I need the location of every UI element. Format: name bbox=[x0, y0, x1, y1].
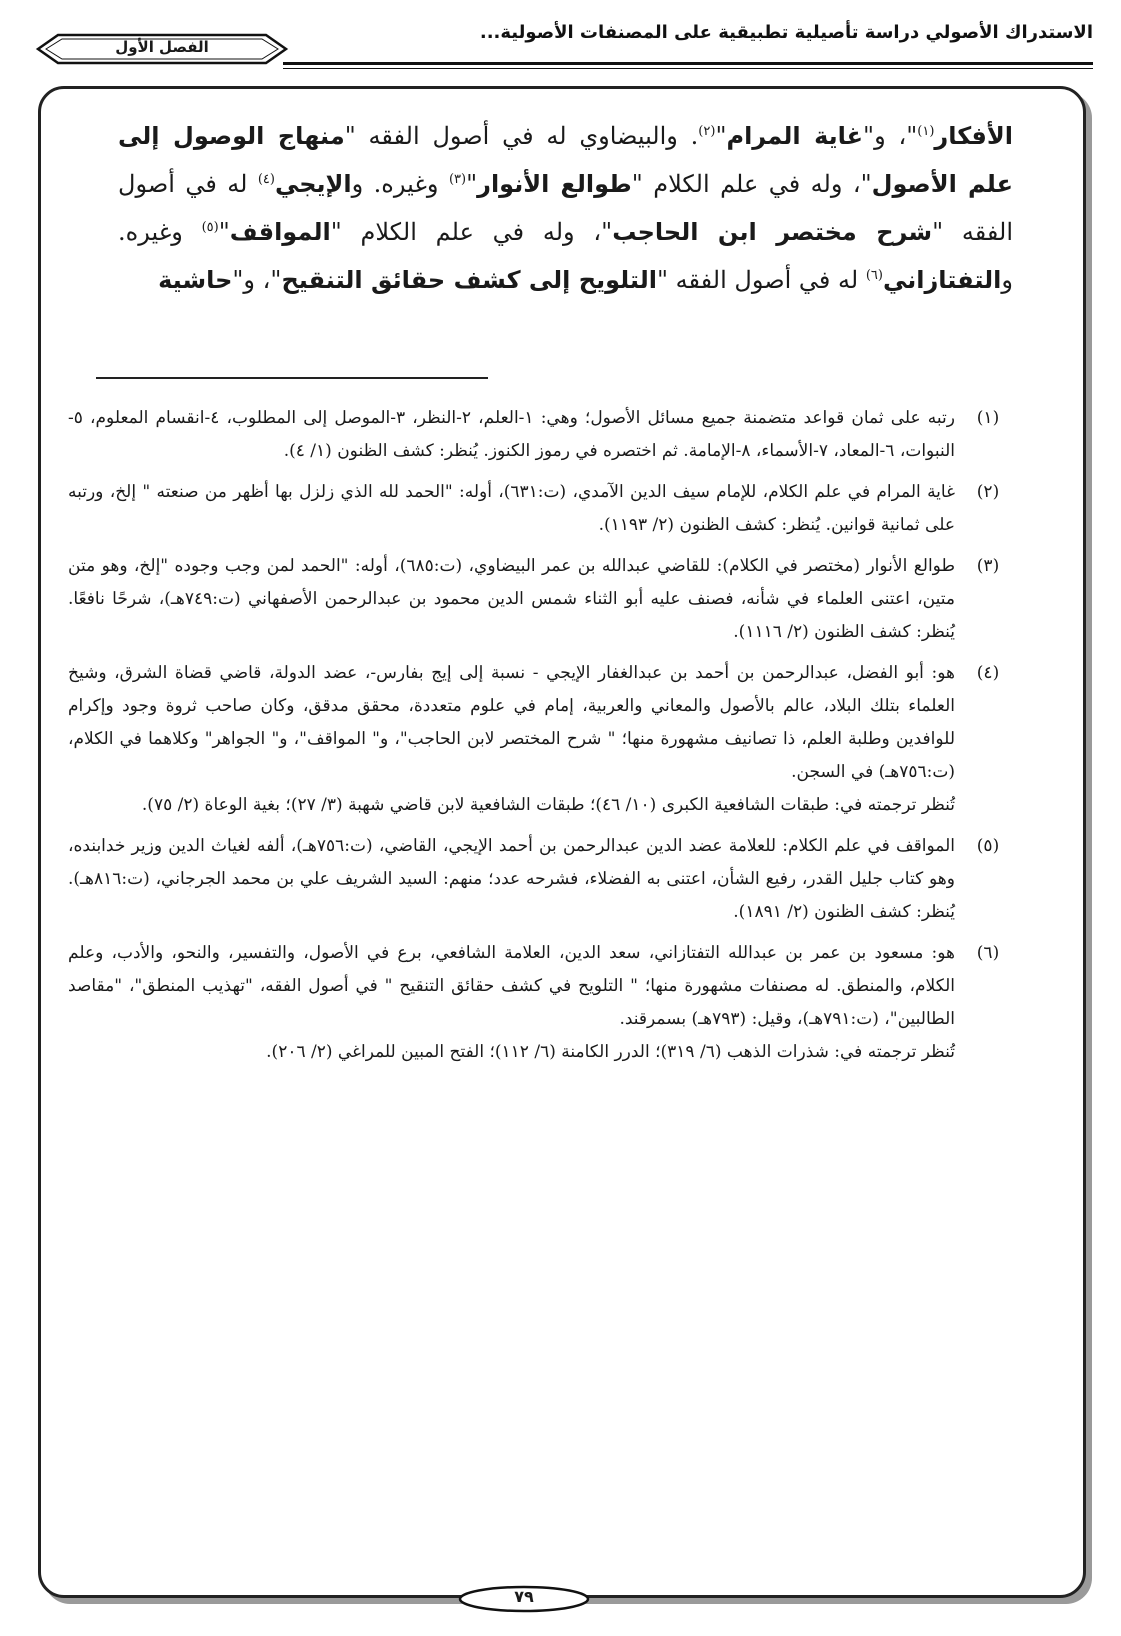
text-run: وغيره. و bbox=[351, 170, 449, 198]
footnote bbox=[68, 402, 1013, 468]
text-run: له في أصول الفقه " bbox=[656, 266, 866, 294]
footnote-number: (٣) bbox=[976, 556, 1000, 576]
text-run: "، وله في علم الكلام " bbox=[330, 218, 613, 246]
bold-term: حاشية bbox=[158, 266, 233, 294]
footnote-text: رتبه على ثمان قواعد متضمنة جميع مسائل الأصول؛ وهي: ١-العلم، ٢-النظر، ٣-الموصل إلى المطلوب، ٤-انقسام المعلوم، ٥-النبوات، ٦-المعاد، ٧-الأسماء، ٨-الإمامة. ثم اختصره في رموز الكنوز. يُنظر: كشف الظنون (١/ ٤). bbox=[68, 408, 955, 461]
page-number: ٧٩ bbox=[514, 1587, 534, 1606]
footnote bbox=[68, 937, 1013, 1069]
footnote-text: تُنظر ترجمته في: شذرات الذهب (٦/ ٣١٩)؛ الدرر الكامنة (٦/ ١١٢)؛ الفتح المبين للمراغي (٢/ ٢٠٦). bbox=[266, 1042, 955, 1062]
footnote-text: تُنظر ترجمته في: طبقات الشافعية الكبرى (١٠/ ٤٦)؛ طبقات الشافعية لابن قاضي شهبة (٣/ ٢٧)؛ بغية الوعاة (٢/ ٧٥). bbox=[141, 795, 955, 815]
footnote-ref: (٥) bbox=[201, 220, 219, 235]
footnote-ref: (٣) bbox=[448, 172, 467, 187]
footnotes bbox=[68, 402, 1013, 1077]
main-text bbox=[118, 110, 1013, 302]
page-header bbox=[28, 18, 1093, 76]
footnote-text: طوالع الأنوار (مختصر في الكلام): للقاضي عبدالله بن عمر البيضاوي، (ت:٦٨٥)، أوله: "الحمد لمن وجب وجوده "إلخ، وهو متن متين، اعتنى العلماء في شأنه، فصنف عليه أبو الثناء شمس الدين محمود بن عبدالرحمن الأصفهاني (ت:٧٤٩هـ)، شرحًا نافعًا. يُنظر: كشف الظنون (٢/ ١١١٦). bbox=[68, 556, 955, 642]
text-run: " bbox=[218, 218, 230, 246]
footnote-ref: (٢) bbox=[698, 124, 716, 139]
page-number-badge bbox=[454, 1584, 594, 1614]
bold-term: الإيجي bbox=[274, 170, 352, 198]
bold-term: المواقف bbox=[229, 218, 331, 246]
bold-term: الأفكار bbox=[934, 122, 1013, 150]
running-title: الاستدراك الأصولي دراسة تأصيلية تطبيقية على المصنفات الأصولية... bbox=[479, 22, 1093, 43]
bold-term: التفتازاني bbox=[882, 266, 1002, 294]
footnote-text: غاية المرام في علم الكلام، للإمام سيف الدين الآمدي، (ت:٦٣١)، أوله: "الحمد لله الذي زلزل بها أظهر من صنعته " إلخ، ورتبه على ثمانية قوانين. يُنظر: كشف الظنون (٢/ ١١٩٣). bbox=[68, 482, 955, 535]
footnote bbox=[68, 830, 1013, 929]
footnote-number: (٢) bbox=[976, 482, 1000, 502]
footnote bbox=[68, 550, 1013, 649]
footnote-number: (٦) bbox=[976, 943, 1000, 963]
text-run: . والبيضاوي له في أصول الفقه " bbox=[344, 122, 699, 150]
bold-term: طوالع الأنوار bbox=[477, 170, 632, 198]
bold-term: منهاج الوصول إلى علم الأصول bbox=[118, 122, 1013, 198]
footnote-number: (٤) bbox=[976, 663, 1000, 683]
footnote-ref: (٦) bbox=[865, 268, 883, 283]
footnote bbox=[68, 657, 1013, 822]
footnote-text: هو: أبو الفضل، عبدالرحمن بن أحمد بن عبدالغفار الإيجي - نسبة إلى إيج بفارس-، عضد الدولة، قاضي قضاة الشرق، وشيخ العلماء بتلك البلاد، عالم بالأصول والمعاني والعربية، إمام في علوم متعددة، محقق مدقق، وكان صاحب ثروة وجود وإكرام للوافدين وطلبة العلم، ذا تصانيف مشهورة منها؛ " شرح المختصر لابن الحاجب"، و" المواقف"، و" الجواهر" وكلاهما في الكلام، (ت:٧٥٦هـ) في السجن. bbox=[68, 663, 955, 782]
header-rule bbox=[283, 62, 1093, 65]
text-run: وغيره. و bbox=[118, 218, 1013, 294]
footnote-divider bbox=[96, 377, 488, 379]
chapter-label: الفصل الأول bbox=[115, 38, 209, 56]
footnote-number: (٥) bbox=[976, 836, 1000, 856]
text-run: "، و" bbox=[863, 122, 918, 150]
text-run: " bbox=[466, 170, 478, 198]
footnote bbox=[68, 476, 1013, 542]
footnote-ref: (٤) bbox=[257, 172, 275, 187]
bold-term: التلويح إلى كشف حقائق التنقيح bbox=[281, 266, 657, 294]
text-run: " bbox=[715, 122, 727, 150]
text-run: "، و" bbox=[232, 266, 282, 294]
footnote-ref: (١) bbox=[917, 124, 935, 139]
footnote-text: هو: مسعود بن عمر بن عبدالله التفتازاني، سعد الدين، العلامة الشافعي، برع في الأصول، والتفسير، والنحو، والأدب، وعلم الكلام، والمنطق. له مصنفات مشهورة منها؛ " التلويح في كشف حقائق التنقيح " في أصول الفقه، "تهذيب المنطق"، "مقاصد الطالبين"، (ت:٧٩١هـ)، وقيل: (٧٩٣هـ) بسمرقند. bbox=[68, 943, 955, 1029]
header-rule-thin bbox=[283, 68, 1093, 69]
main-paragraph bbox=[118, 110, 1013, 302]
text-run: "، وله في علم الكلام " bbox=[631, 170, 872, 198]
footnote-text: المواقف في علم الكلام: للعلامة عضد الدين عبدالرحمن بن أحمد الإيجي، القاضي، (ت:٧٥٦هـ)، ألفه لغياث الدين وزير خدابنده، وهو كتاب جليل القدر، رفيع الشأن، اعتنى به الفضلاء، فشرحه عدد؛ منهم: السيد الشريف علي بن محمد الجرجاني، (ت:٨١٦هـ). يُنظر: كشف الظنون (٢/ ١٨٩١). bbox=[68, 836, 955, 922]
text-run: له في أصول الفقه " bbox=[118, 170, 1013, 246]
bold-term: غاية المرام bbox=[726, 122, 864, 150]
footnote-number: (١) bbox=[976, 408, 1000, 428]
chapter-tab bbox=[32, 32, 292, 66]
bold-term: شرح مختصر ابن الحاجب bbox=[612, 218, 933, 246]
